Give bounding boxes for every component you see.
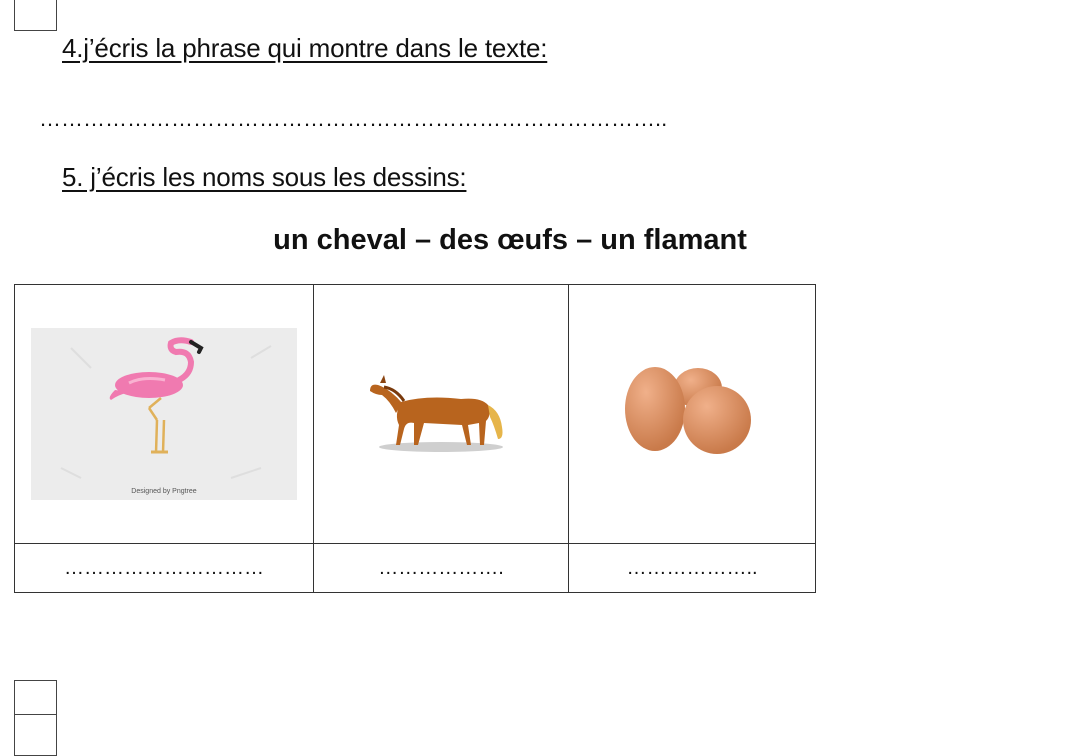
word-bank: un cheval – des œufs – un flamant	[273, 224, 747, 256]
margin-box-top	[14, 0, 57, 31]
horse-icon	[366, 367, 516, 457]
answer-line-flamingo: …………………………	[15, 544, 314, 593]
question-4-heading: 4.j’écris la phrase qui montre dans le texte:	[62, 33, 548, 63]
answer-line-eggs: ………………..	[569, 544, 816, 593]
margin-box-bottom-1	[14, 680, 57, 716]
answer-line-horse: ……………….	[314, 544, 569, 593]
flamingo-icon	[31, 328, 297, 500]
eggs-icon	[622, 362, 762, 462]
question-5-heading: 5. j’écris les noms sous les dessins:	[62, 162, 467, 192]
image-credit: Designed by Pngtree	[131, 488, 197, 495]
flamingo-image	[31, 328, 297, 500]
picture-table	[14, 284, 816, 593]
cell-horse	[314, 285, 569, 544]
question-4-answer-line: …………………………………………………………………………..	[39, 106, 668, 131]
cell-eggs	[569, 285, 816, 544]
cell-flamingo	[15, 285, 314, 544]
